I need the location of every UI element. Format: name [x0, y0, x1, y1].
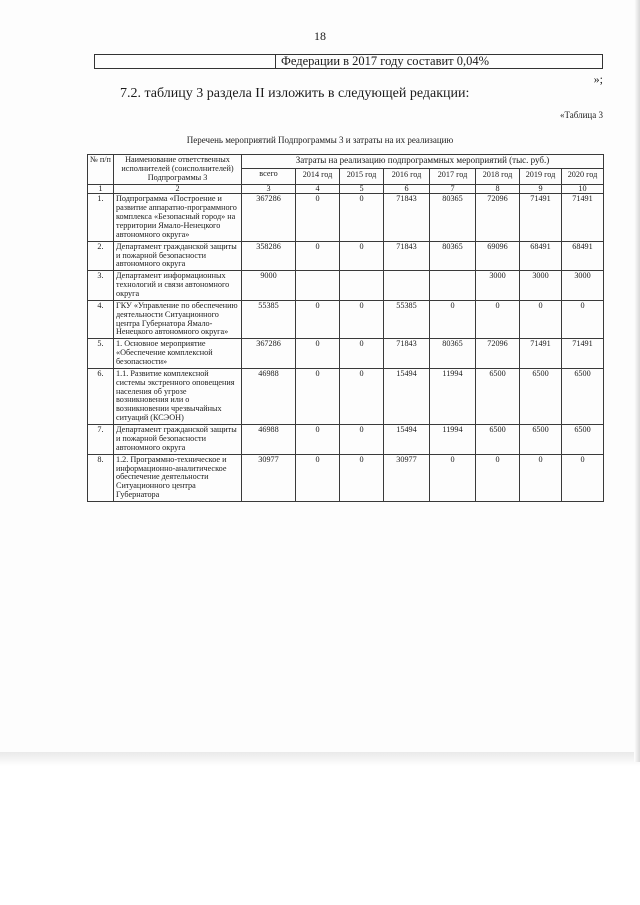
row-year-value: 0: [296, 368, 340, 424]
table-body: [88, 184, 604, 501]
row-year-value: 0: [520, 300, 562, 338]
row-year-value: 0: [562, 300, 604, 338]
row-year-value: 80365: [430, 339, 476, 369]
row-total: 46988: [242, 368, 296, 424]
row-year-value: 68491: [562, 241, 604, 271]
row-year-value: 6500: [562, 368, 604, 424]
header-costs: Затраты на реализацию подпрограммных мероприятий (тыс. руб.): [242, 155, 604, 169]
row-year-value: 0: [296, 425, 340, 455]
row-year-value: 71491: [562, 194, 604, 241]
column-number: 9: [520, 184, 562, 194]
row-number: 1.: [88, 194, 114, 241]
row-year-value: 0: [340, 194, 384, 241]
previous-table-text: Федерации в 2017 году составит 0,04%: [281, 54, 490, 68]
row-year-value: 0: [340, 454, 384, 501]
row-year-value: 11994: [430, 368, 476, 424]
row-year-value: 30977: [384, 454, 430, 501]
row-total: 46988: [242, 425, 296, 455]
page-bottom-edge: [0, 752, 640, 766]
row-number: 2.: [88, 241, 114, 271]
row-year-value: 15494: [384, 368, 430, 424]
row-year-value: 0: [296, 241, 340, 271]
page-number: 18: [314, 29, 326, 43]
row-year-value: 6500: [476, 425, 520, 455]
header-year: 2016 год: [384, 169, 430, 184]
row-year-value: 55385: [384, 300, 430, 338]
row-year-value: 0: [340, 241, 384, 271]
row-year-value: 6500: [520, 425, 562, 455]
table-row: [88, 241, 604, 271]
row-year-value: 3000: [476, 271, 520, 301]
row-total: 9000: [242, 271, 296, 301]
row-number: 6.: [88, 368, 114, 424]
header-year: 2020 год: [562, 169, 604, 184]
row-year-value: 0: [520, 454, 562, 501]
header-year: 2017 год: [430, 169, 476, 184]
row-year-value: 69096: [476, 241, 520, 271]
row-year-value: 68491: [520, 241, 562, 271]
row-name: 1.1. Развитие комплексной системы экстренного оповещения населения об угрозе возникновения или о возникновении чрезвычайных ситуаций (КСЭОН): [114, 368, 242, 424]
table-divider: [275, 55, 276, 68]
table-row: [88, 339, 604, 369]
row-year-value: 80365: [430, 194, 476, 241]
column-number: 3: [242, 184, 296, 194]
row-year-value: 6500: [476, 368, 520, 424]
row-number: 8.: [88, 454, 114, 501]
row-year-value: 6500: [562, 425, 604, 455]
row-year-value: 0: [340, 368, 384, 424]
row-year-value: [430, 271, 476, 301]
column-numbers-row: [88, 184, 604, 194]
row-name: 1.2. Программно-техническое и информационно-аналитическое обеспечение деятельности Ситуационного центра Губернатора: [114, 454, 242, 501]
page-right-edge: [634, 0, 640, 762]
row-year-value: 0: [476, 454, 520, 501]
table-row: [88, 194, 604, 241]
row-year-value: 71843: [384, 339, 430, 369]
table-label: «Таблица 3: [560, 110, 603, 120]
row-total: 55385: [242, 300, 296, 338]
header-number: № п/п: [88, 155, 114, 185]
table-row: [88, 271, 604, 301]
row-year-value: 3000: [562, 271, 604, 301]
row-number: 3.: [88, 271, 114, 301]
closing-quote: »;: [593, 72, 603, 86]
table-row: [88, 368, 604, 424]
row-year-value: 15494: [384, 425, 430, 455]
table-row: [88, 300, 604, 338]
row-year-value: 6500: [520, 368, 562, 424]
previous-table-fragment: [94, 54, 603, 69]
row-year-value: 11994: [430, 425, 476, 455]
row-year-value: 0: [296, 300, 340, 338]
row-year-value: 0: [430, 454, 476, 501]
row-year-value: 0: [296, 454, 340, 501]
row-name: Подпрограмма «Построение и развитие аппаратно-программного комплекса «Безопасный город» на территории Ямало-Ненецкого автономного округа»: [114, 194, 242, 241]
row-number: 4.: [88, 300, 114, 338]
row-name: ГКУ «Управление по обеспечению деятельности Ситуационного центра Губернатора Ямало-Ненецкого автономного округа»: [114, 300, 242, 338]
row-year-value: [340, 271, 384, 301]
row-year-value: 0: [340, 339, 384, 369]
column-number: 1: [88, 184, 114, 194]
row-year-value: 0: [562, 454, 604, 501]
table-row: [88, 425, 604, 455]
header-total: всего: [242, 169, 296, 184]
row-year-value: 0: [296, 194, 340, 241]
row-year-value: 3000: [520, 271, 562, 301]
row-number: 5.: [88, 339, 114, 369]
row-year-value: 72096: [476, 339, 520, 369]
header-name: Наименование ответственных исполнителей (соисполнителей) Подпрограммы 3: [114, 155, 242, 185]
row-year-value: 71843: [384, 241, 430, 271]
row-year-value: 71491: [520, 194, 562, 241]
row-year-value: 0: [340, 425, 384, 455]
header-year: 2018 год: [476, 169, 520, 184]
column-number: 5: [340, 184, 384, 194]
column-number: 8: [476, 184, 520, 194]
table-title: Перечень мероприятий Подпрограммы 3 и затраты на их реализацию: [186, 135, 454, 145]
row-year-value: [296, 271, 340, 301]
header-row-1: [88, 155, 604, 169]
row-total: 367286: [242, 194, 296, 241]
row-year-value: [384, 271, 430, 301]
row-year-value: 0: [476, 300, 520, 338]
column-number: 10: [562, 184, 604, 194]
amendment-instruction: 7.2. таблицу 3 раздела II изложить в следующей редакции:: [120, 86, 470, 101]
row-name: 1. Основное мероприятие «Обеспечение комплексной безопасности»: [114, 339, 242, 369]
row-total: 30977: [242, 454, 296, 501]
table-row: [88, 454, 604, 501]
expenses-table: [87, 154, 604, 502]
column-number: 7: [430, 184, 476, 194]
row-total: 358286: [242, 241, 296, 271]
row-year-value: 71491: [562, 339, 604, 369]
row-year-value: 72096: [476, 194, 520, 241]
column-number: 6: [384, 184, 430, 194]
row-name: Департамент гражданской защиты и пожарной безопасности автономного округа: [114, 241, 242, 271]
header-year: 2015 год: [340, 169, 384, 184]
row-year-value: 71843: [384, 194, 430, 241]
header-year: 2014 год: [296, 169, 340, 184]
row-year-value: 71491: [520, 339, 562, 369]
header-year: 2019 год: [520, 169, 562, 184]
column-number: 4: [296, 184, 340, 194]
row-year-value: 0: [430, 300, 476, 338]
row-name: Департамент информационных технологий и связи автономного округа: [114, 271, 242, 301]
column-number: 2: [114, 184, 242, 194]
row-year-value: 0: [340, 300, 384, 338]
row-year-value: 0: [296, 339, 340, 369]
row-number: 7.: [88, 425, 114, 455]
row-name: Департамент гражданской защиты и пожарной безопасности автономного округа: [114, 425, 242, 455]
row-year-value: 80365: [430, 241, 476, 271]
row-total: 367286: [242, 339, 296, 369]
